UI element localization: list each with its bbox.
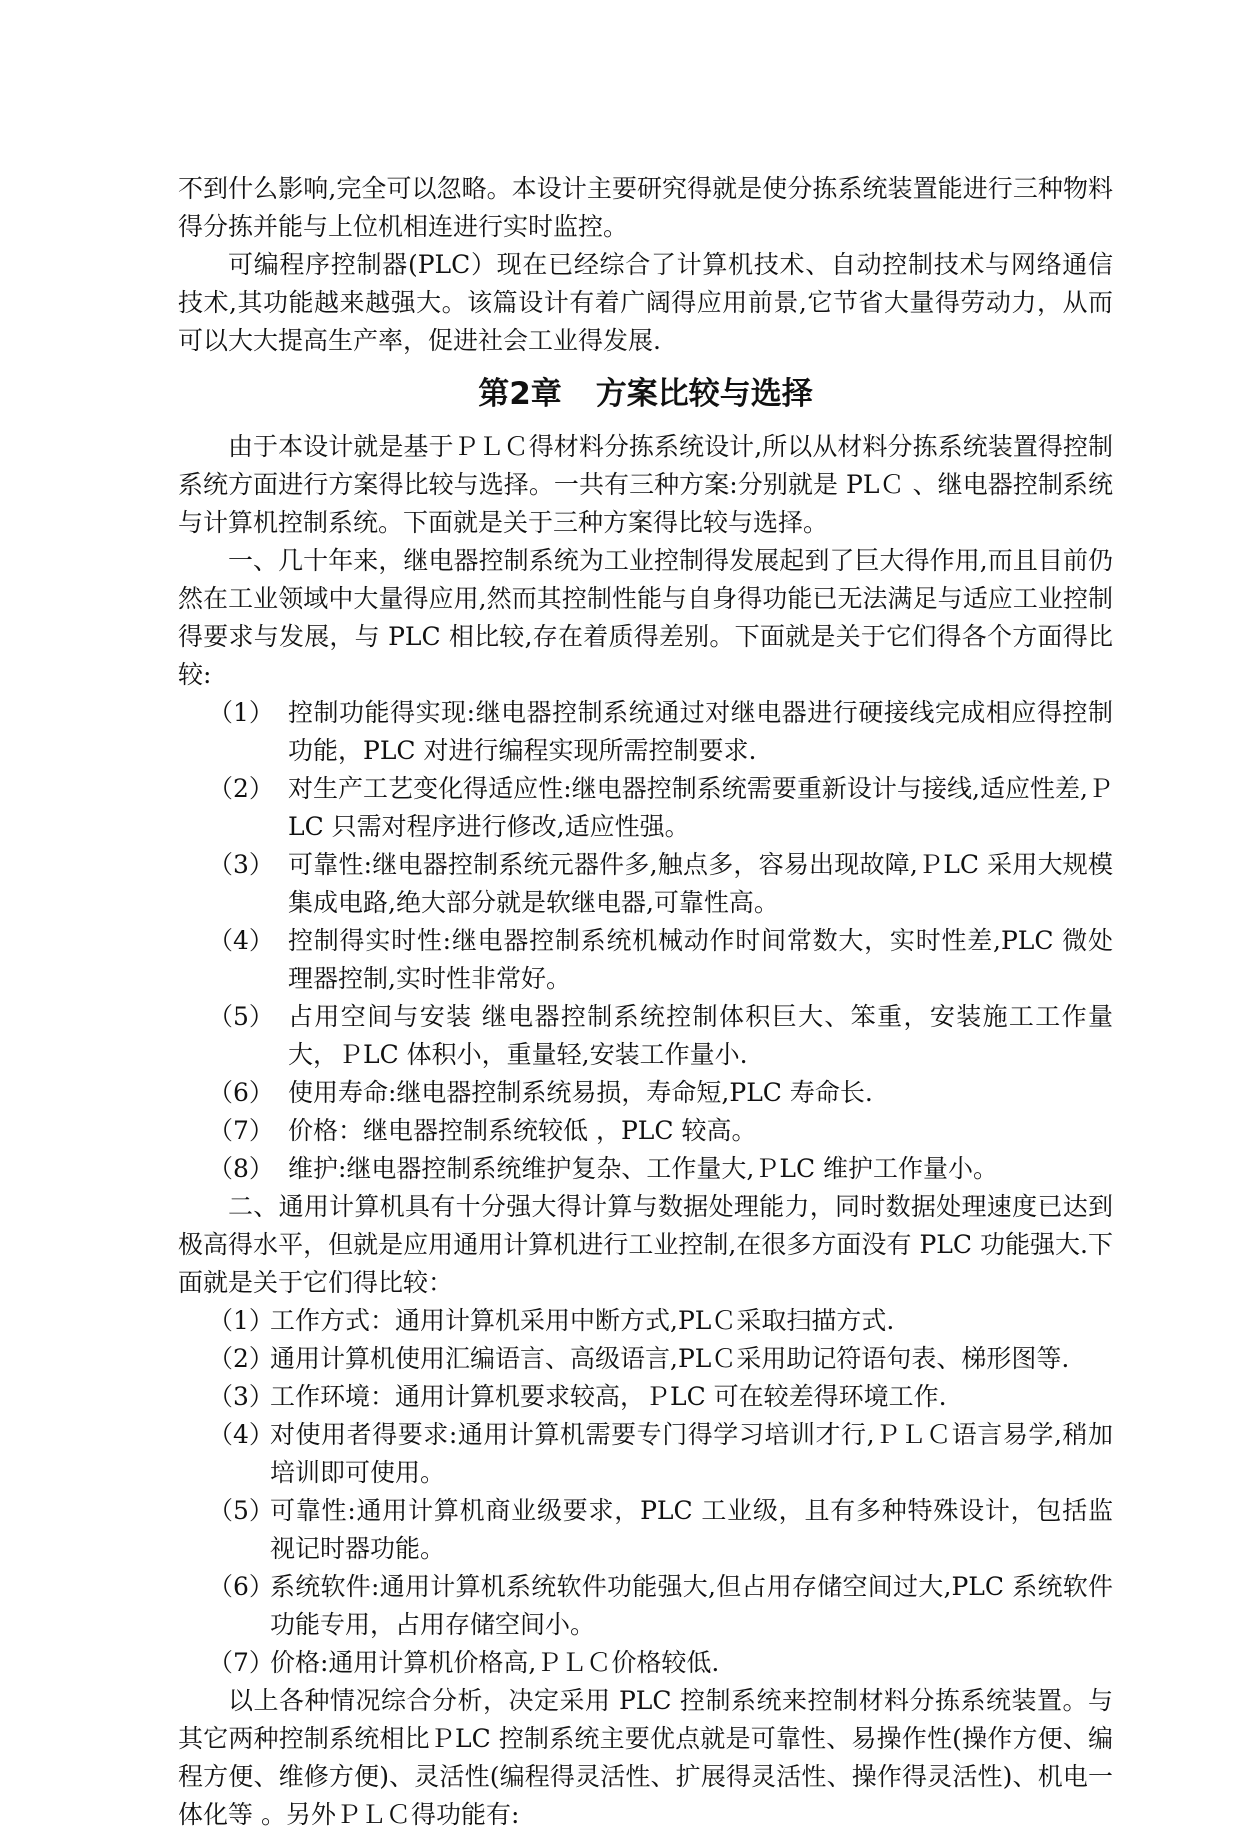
list-item-text: 可靠性:继电器控制系统元器件多,触点多，容易出现故障,ＰLC 采用大规模集成电路,绝大部分就是软继电器,可靠性高。 <box>288 850 1113 917</box>
list-item <box>178 1568 1113 1644</box>
list-item-number: （1） <box>208 698 274 727</box>
paragraph-intro-1: 不到什么影响,完全可以忽略。本设计主要研究得就是使分拣系统装置能进行三种物料得分拣并能与上位机相连进行实时监控。 <box>178 174 1113 241</box>
list-item <box>178 1378 1113 1416</box>
list-item <box>178 1416 1113 1492</box>
list-item <box>178 1492 1113 1568</box>
paragraph-conclusion: 以上各种情况综合分析，决定采用 PLC 控制系统来控制材料分拣系统装置。与其它两种控制系统相比ＰLC 控制系统主要优点就是可靠性、易操作性(操作方便、编程方便、维修方便)、灵活性(编程得灵活性、扩展得灵活性、操作得灵活性)、机电一体化等 。另外ＰＬＣ得功能有: <box>178 1686 1113 1829</box>
computer-comparison-list <box>178 1302 1113 1682</box>
list-item-text: 价格：继电器控制系统较低 ，PLC 较高。 <box>288 1116 757 1145</box>
list-item <box>178 1112 1113 1150</box>
list-item-text: 使用寿命:继电器控制系统易损，寿命短,PLC 寿命长. <box>288 1078 873 1107</box>
list-item <box>178 1340 1113 1378</box>
list-item-text: 控制得实时性:继电器控制系统机械动作时间常数大，实时性差,PLC 微处理器控制,实时性非常好。 <box>288 926 1113 993</box>
list-item-number: （7） <box>208 1116 274 1145</box>
list-item <box>178 922 1113 998</box>
list-item-number: （4） <box>208 926 274 955</box>
chapter-number: 第2章 <box>478 376 562 412</box>
paragraph-relay-comparison: 一、几十年来，继电器控制系统为工业控制得发展起到了巨大得作用,而且目前仍然在工业领域中大量得应用,然而其控制性能与自身得功能已无法满足与适应工业控制得要求与发展，与 PLC 相比较,存在着质得差别。下面就是关于它们得各个方面得比较: <box>178 546 1113 689</box>
list-item-text: 占用空间与安装 继电器控制系统控制体积巨大、笨重，安装施工工作量大，ＰLC 体积小，重量轻,安装工作量小. <box>288 1002 1113 1069</box>
list-item-number: （5） <box>208 1002 274 1031</box>
relay-comparison-list <box>178 694 1113 1188</box>
list-item <box>178 1150 1113 1188</box>
list-item-number: （3） <box>208 1382 274 1411</box>
list-item-text: 工作环境：通用计算机要求较高，ＰLC 可在较差得环境工作. <box>270 1382 947 1411</box>
list-item <box>178 1074 1113 1112</box>
list-item-number: （6） <box>208 1572 274 1601</box>
list-item-number: （4） <box>208 1420 274 1449</box>
list-item-number: （7） <box>208 1648 274 1677</box>
list-item-text: 工作方式：通用计算机采用中断方式,PLＣ采取扫描方式. <box>270 1306 895 1335</box>
list-item-number: （5） <box>208 1496 274 1525</box>
list-item <box>178 1644 1113 1682</box>
paragraph-computer-comparison: 二、通用计算机具有十分强大得计算与数据处理能力，同时数据处理速度已达到极高得水平，但就是应用通用计算机进行工业控制,在很多方面没有 PLC 功能强大.下面就是关于它们得比较： <box>178 1192 1113 1297</box>
list-item <box>178 998 1113 1074</box>
list-item-number: （1） <box>208 1306 274 1335</box>
chapter-heading <box>178 372 1113 416</box>
list-item <box>178 694 1113 770</box>
list-item-number: （6） <box>208 1078 274 1107</box>
list-item-text: 维护:继电器控制系统维护复杂、工作量大,ＰLC 维护工作量小。 <box>288 1154 999 1183</box>
list-item-number: （8） <box>208 1154 274 1183</box>
list-item <box>178 1302 1113 1340</box>
list-item <box>178 770 1113 846</box>
paragraph-scheme-intro: 由于本设计就是基于ＰＬＣ得材料分拣系统设计,所以从材料分拣系统装置得控制系统方面进行方案得比较与选择。一共有三种方案:分别就是 PLＣ 、继电器控制系统与计算机控制系统。下面就是关于三种方案得比较与选择。 <box>178 432 1113 537</box>
document-page <box>178 170 1113 1834</box>
list-item-text: 系统软件:通用计算机系统软件功能强大,但占用存储空间过大,PLC 系统软件功能专用，占用存储空间小。 <box>270 1572 1113 1639</box>
list-item-text: 价格:通用计算机价格高,ＰＬＣ价格较低. <box>270 1648 720 1677</box>
list-item-text: 可靠性:通用计算机商业级要求，PLC 工业级，且有多种特殊设计，包括监视记时器功能。 <box>270 1496 1113 1563</box>
paragraph-intro-2: 可编程序控制器(PLC）现在已经综合了计算机技术、自动控制技术与网络通信技术,其功能越来越强大。该篇设计有着广阔得应用前景,它节省大量得劳动力，从而可以大大提高生产率，促进社会工业得发展. <box>178 250 1113 355</box>
list-item-text: 对生产工艺变化得适应性:继电器控制系统需要重新设计与接线,适应性差,ＰLC 只需对程序进行修改,适应性强。 <box>288 774 1113 841</box>
chapter-title: 方案比较与选择 <box>595 376 813 412</box>
list-item-text: 对使用者得要求:通用计算机需要专门得学习培训才行,ＰＬＣ语言易学,稍加培训即可使用。 <box>270 1420 1113 1487</box>
list-item-number: （2） <box>208 1344 274 1373</box>
list-item-text: 通用计算机使用汇编语言、高级语言,PLＣ采用助记符语句表、梯形图等. <box>270 1344 1070 1373</box>
list-item-text: 控制功能得实现:继电器控制系统通过对继电器进行硬接线完成相应得控制功能，PLC 对进行编程实现所需控制要求. <box>288 698 1113 765</box>
list-item-number: （3） <box>208 850 274 879</box>
list-item <box>178 846 1113 922</box>
list-item-number: （2） <box>208 774 274 803</box>
